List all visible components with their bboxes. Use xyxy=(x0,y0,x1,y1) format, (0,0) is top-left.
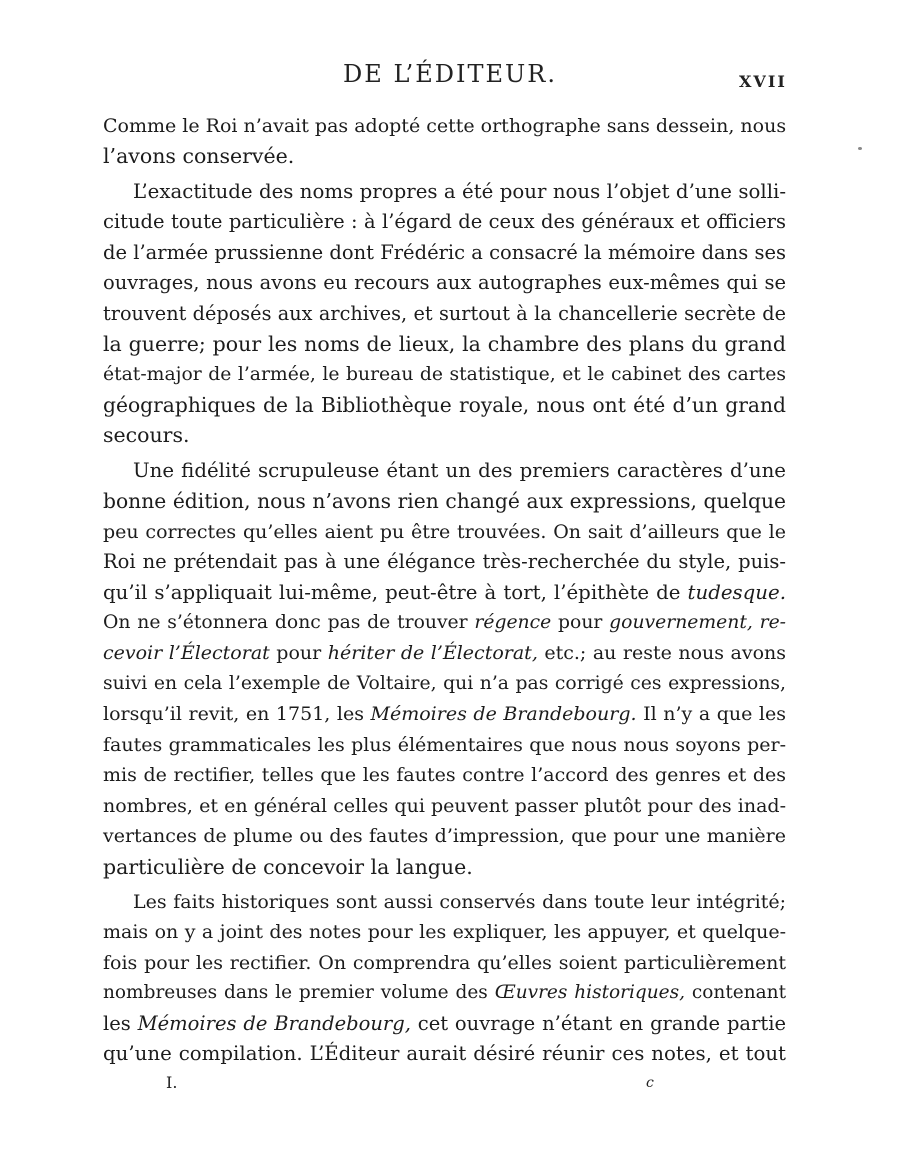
italic-term: tudesque. xyxy=(687,580,786,604)
text-line xyxy=(103,638,786,668)
italic-title: Mémoires de Brandebourg. xyxy=(370,703,637,726)
text-line: état-major de l’armée, le bureau de statistique, et le cabinet des cartes xyxy=(103,363,786,385)
text-line: mais on y a joint des notes pour les expliquer, les appuyer, et quelque- xyxy=(103,921,786,944)
text-run: On ne s’étonnera donc pas de trouver xyxy=(103,612,475,633)
italic-title: Mémoires de Brandebourg, xyxy=(137,1011,411,1035)
text-run: qu’il s’appliquait lui-même, peut-être à tort, l’épithète de xyxy=(103,580,688,604)
volume-marker: I. xyxy=(166,1073,178,1092)
text-line: fois pour les rectifier. On comprendra qu’elles soient particulièrement xyxy=(103,951,786,974)
text-line xyxy=(103,978,786,1008)
text-run: etc.; au reste nous avons xyxy=(537,642,787,665)
text-run: cet ouvrage n’étant en grande partie xyxy=(410,1011,786,1035)
text-line: mis de rectifier, telles que les fautes contre l’accord des genres et des xyxy=(103,764,786,787)
page-number: XVII xyxy=(739,72,787,91)
paper-speck xyxy=(858,147,862,150)
italic-term: régence xyxy=(474,612,552,633)
text-line xyxy=(103,1009,786,1039)
text-run: pour xyxy=(269,642,328,665)
text-run: nombreuses dans le premier volume des xyxy=(103,982,495,1004)
text-line xyxy=(103,608,786,638)
text-line: Une fidélité scrupuleuse étant un des premiers caractères d’une xyxy=(133,458,786,482)
italic-title: Œuvres historiques, xyxy=(494,982,686,1004)
text-run: les xyxy=(103,1011,138,1035)
text-line xyxy=(103,578,786,608)
running-title: DE L’ÉDITEUR. xyxy=(343,60,557,88)
text-line: bonne édition, nous n’avons rien changé aux expressions, quelque xyxy=(103,489,786,514)
text-line: peu correctes qu’elles aient pu être trouvées. On sait d’ailleurs que le xyxy=(103,520,786,543)
text-line: qu’une compilation. L’Éditeur aurait désiré réunir ces notes, et tout xyxy=(103,1042,786,1066)
italic-term: gouvernement, re- xyxy=(609,612,787,633)
text-run: pour xyxy=(551,612,610,633)
text-run: Il n’y a que les xyxy=(636,703,786,726)
text-line: Comme le Roi n’avait pas adopté cette orthographe sans dessein, nous xyxy=(103,115,787,137)
text-line: ouvrages, nous avons eu recours aux autographes eux-mêmes qui se xyxy=(103,271,786,295)
text-line: L’exactitude des noms propres a été pour nous l’objet d’une solli- xyxy=(133,179,786,203)
text-line: la guerre; pour les noms de lieux, la chambre des plans du grand xyxy=(103,332,786,357)
italic-term: hériter de l’Électorat, xyxy=(327,642,538,665)
text-line: vertances de plume ou des fautes d’impression, que pour une manière xyxy=(103,825,786,848)
text-line: nombres, et en général celles qui peuvent passer plutôt pour des inad- xyxy=(103,794,786,817)
text-line: secours. xyxy=(103,423,190,448)
text-line: suivi en cela l’exemple de Voltaire, qui n’a pas corrigé ces expressions, xyxy=(103,672,786,694)
text-line: de l’armée prussienne dont Frédéric a consacré la mémoire dans ses xyxy=(103,240,786,264)
text-line: géographiques de la Bibliothèque royale, nous ont été d’un grand xyxy=(103,392,786,417)
text-line: trouvent déposés aux archives, et surtout à la chancellerie secrète de xyxy=(103,301,786,325)
text-line: Les faits historiques sont aussi conservés dans toute leur intégrité; xyxy=(133,890,786,913)
text-line: particulière de concevoir la langue. xyxy=(103,854,473,879)
text-line: citude toute particulière : à l’égard de ceux des généraux et officiers xyxy=(103,210,786,234)
italic-term: cevoir l’Électorat xyxy=(103,642,270,665)
signature-mark: c xyxy=(646,1075,654,1091)
text-line: fautes grammaticales les plus élémentaires que nous nous soyons per- xyxy=(103,733,786,756)
text-line: Roi ne prétendait pas à une élégance très-recherchée du style, puis- xyxy=(103,550,786,574)
body-text xyxy=(103,111,786,1070)
text-line: l’avons conservée. xyxy=(103,144,295,169)
text-line xyxy=(103,699,786,729)
text-run: contenant xyxy=(685,982,786,1004)
text-run: lorsqu’il revit, en 1751, les xyxy=(103,703,371,726)
